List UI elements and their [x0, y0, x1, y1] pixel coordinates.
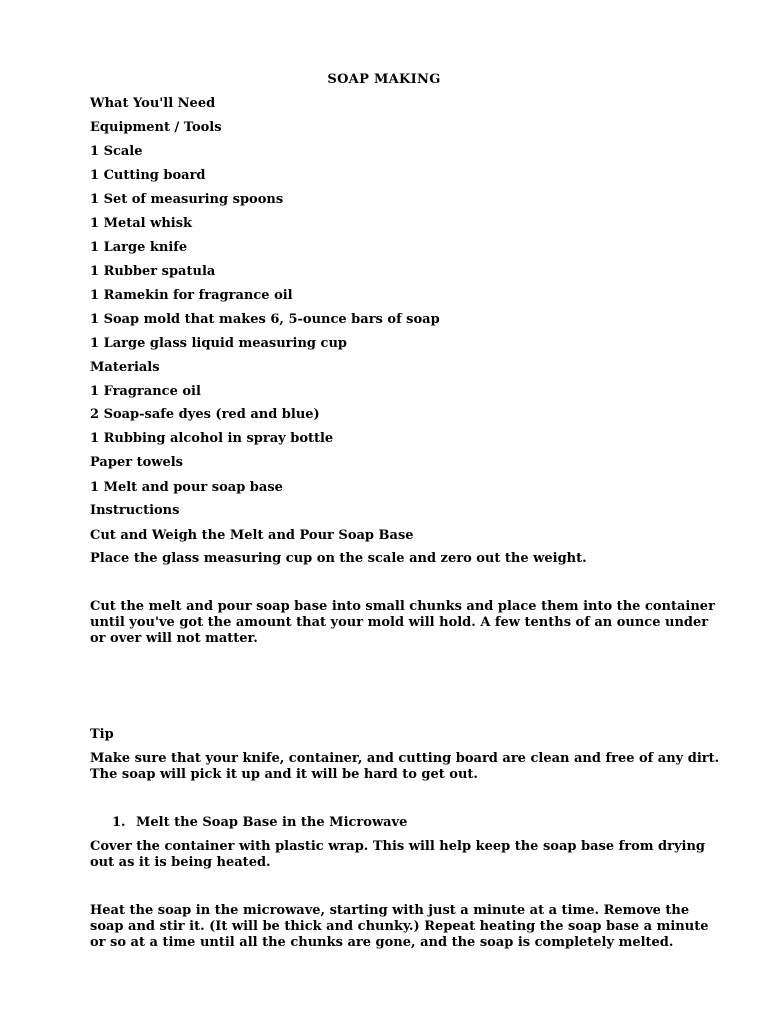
heading-materials: Materials [90, 360, 160, 375]
heading-equipment-tools: Equipment / Tools [90, 120, 222, 135]
instruction-paragraph [90, 599, 715, 647]
list-item: 1 Fragrance oil [90, 384, 201, 399]
paragraph-line: until you've got the amount that your mold will hold. A few tenths of an ounce under [90, 615, 709, 630]
instruction-paragraph [90, 903, 709, 951]
list-item: 1 Rubbing alcohol in spray bottle [90, 431, 334, 446]
paragraph-line: or so at a time until all the chunks are gone, and the soap is completely melted. [90, 935, 674, 950]
step-title: Melt the Soap Base in the Microwave [136, 815, 408, 830]
section-heading-cut-weigh: Cut and Weigh the Melt and Pour Soap Base [90, 528, 414, 543]
tip-heading: Tip [90, 727, 114, 742]
tip-paragraph [90, 751, 720, 783]
step-number: 1. [112, 815, 126, 830]
list-item: 1 Melt and pour soap base [90, 480, 283, 495]
list-item: 1 Large knife [90, 240, 188, 255]
list-item: 1 Metal whisk [90, 216, 193, 231]
instruction-paragraph: Place the glass measuring cup on the scale and zero out the weight. [90, 551, 587, 566]
paragraph-line: soap and stir it. (It will be thick and chunky.) Repeat heating the soap base a minute [90, 919, 709, 934]
paragraph-line: Make sure that your knife, container, and cutting board are clean and free of any dirt. [90, 751, 720, 766]
list-item: 1 Set of measuring spoons [90, 192, 284, 207]
list-item: 1 Ramekin for fragrance oil [90, 288, 293, 303]
list-item: 1 Large glass liquid measuring cup [90, 336, 347, 351]
heading-what-youll-need: What You'll Need [90, 96, 216, 111]
paragraph-line: The soap will pick it up and it will be hard to get out. [90, 767, 478, 782]
list-item: 1 Soap mold that makes 6, 5-ounce bars of soap [90, 312, 440, 327]
paragraph-line: Cover the container with plastic wrap. This will help keep the soap base from drying [90, 839, 706, 854]
paragraph-line: out as it is being heated. [90, 855, 271, 870]
list-item: 1 Scale [90, 144, 143, 159]
list-item: 2 Soap-safe dyes (red and blue) [90, 407, 320, 422]
instruction-paragraph [90, 839, 706, 871]
list-item: 1 Rubber spatula [90, 264, 216, 279]
heading-instructions: Instructions [90, 503, 180, 518]
document-title: SOAP MAKING [327, 72, 441, 87]
paragraph-line: Heat the soap in the microwave, starting with just a minute at a time. Remove the [90, 903, 690, 918]
list-item: Paper towels [90, 455, 183, 470]
paragraph-line: Cut the melt and pour soap base into small chunks and place them into the container [90, 599, 715, 614]
paragraph-line: or over will not matter. [90, 631, 258, 646]
list-item: 1 Cutting board [90, 168, 206, 183]
